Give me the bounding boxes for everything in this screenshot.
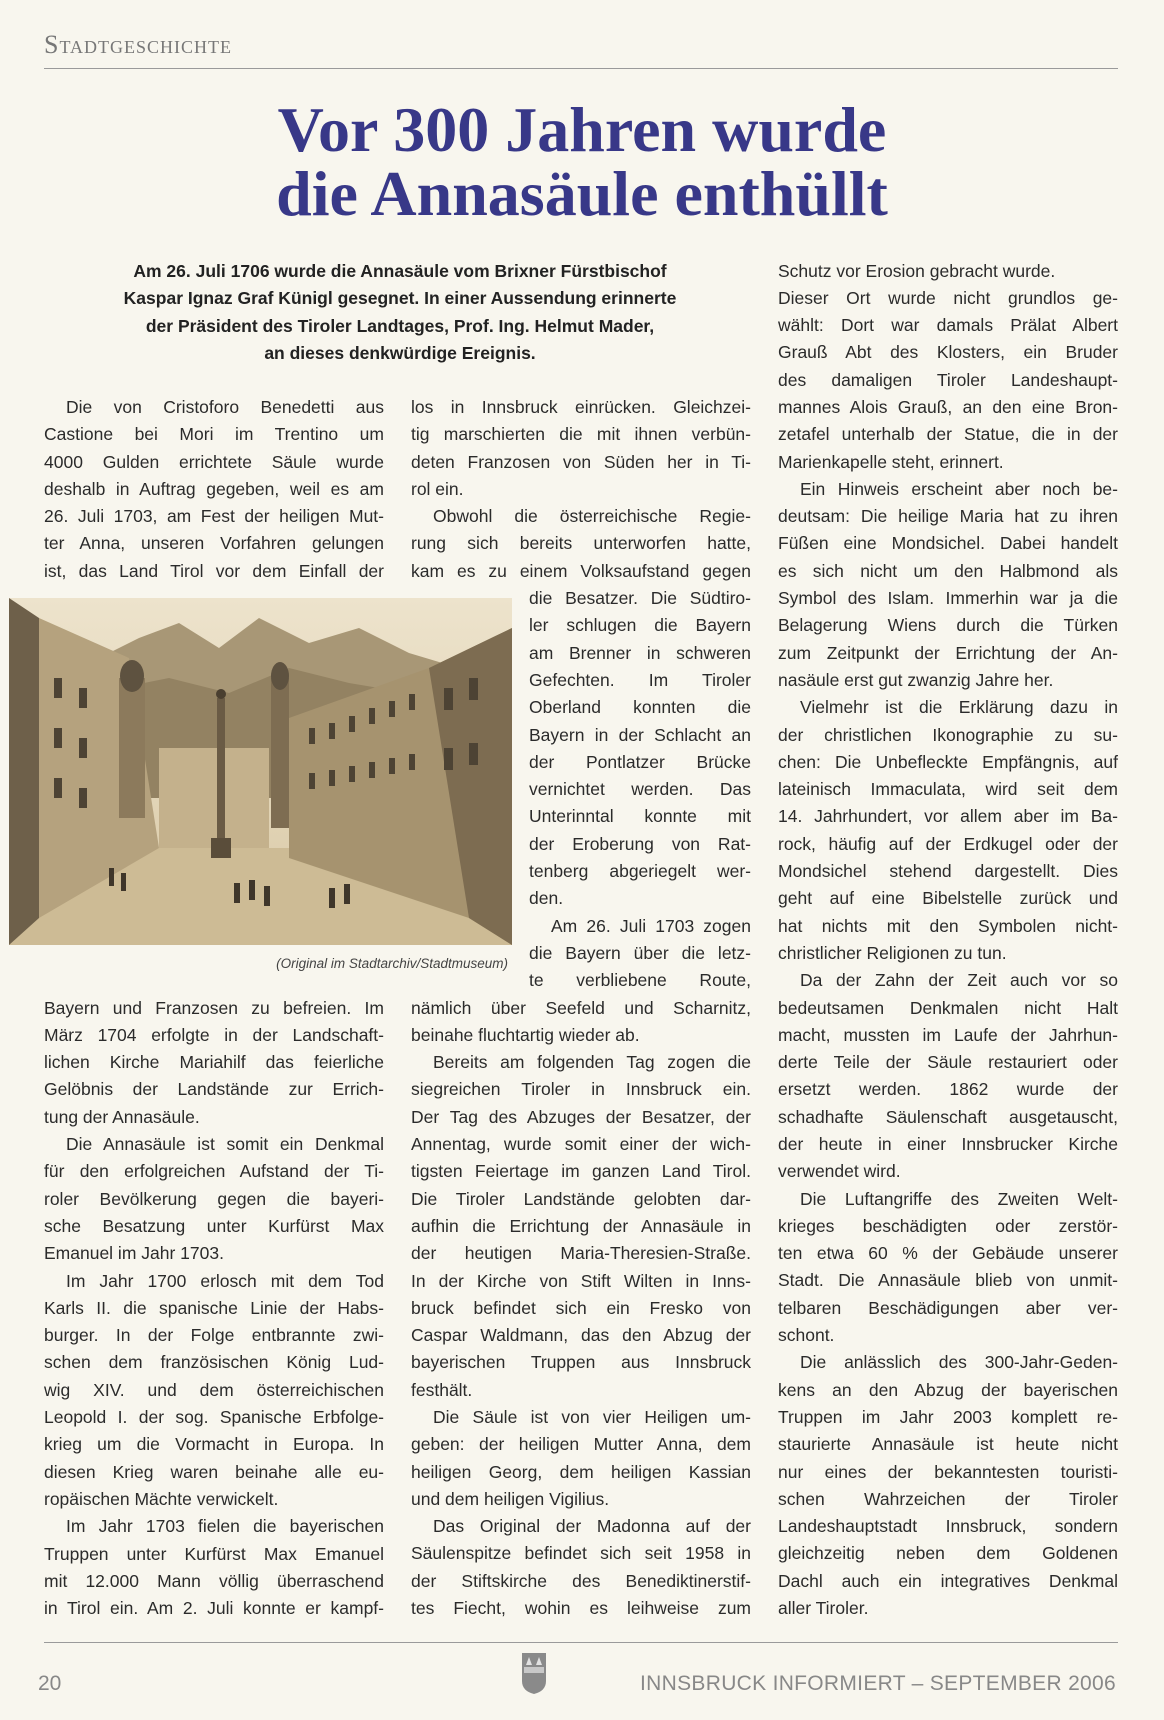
paragraph bbox=[44, 1513, 384, 1622]
text-line: tig marschierten die mit ihnen verbün- bbox=[411, 424, 751, 445]
text-line: Am 26. Juli 1703 zogen bbox=[551, 915, 751, 936]
text-line: Der Tag des Abzuges der Besatzer, der bbox=[411, 1106, 751, 1127]
text-line: der Stiftskirche des Benediktinerstif- bbox=[411, 1570, 751, 1591]
text-line: Schutz vor Erosion gebracht wurde. bbox=[778, 260, 1056, 281]
text-line: ropäischen Mächte verwickelt. bbox=[44, 1488, 279, 1509]
text-line: Bayern und Franzosen zu befreien. Im bbox=[44, 997, 384, 1018]
text-line: wählt: Dort war damals Prälat Albert bbox=[778, 315, 1118, 336]
text-line: ist, das Land Tirol vor dem Einfall der bbox=[44, 560, 384, 581]
text-line: der Eroberung von Rat- bbox=[529, 833, 751, 854]
innsbruck-coat-of-arms-icon bbox=[521, 1651, 547, 1695]
text-line: des damaligen Tiroler Landeshaupt- bbox=[778, 369, 1118, 390]
paragraph bbox=[778, 258, 1118, 285]
text-line: Emanuel im Jahr 1703. bbox=[44, 1243, 224, 1264]
text-line: hat nichts mit den Symbolen nicht- bbox=[778, 915, 1118, 936]
text-line: sche Besatzung unter Kurfürst Max bbox=[44, 1215, 384, 1236]
text-line: lateinisch Immaculata, wird seit dem bbox=[778, 779, 1118, 800]
text-line: und dem heiligen Vigilius. bbox=[411, 1488, 610, 1509]
text-line: 14. Jahrhundert, vor allem aber im Ba- bbox=[778, 806, 1118, 827]
text-line: Vielmehr ist die Erklärung dazu in bbox=[800, 697, 1118, 718]
text-line: Obwohl die österreichische Regie- bbox=[433, 506, 751, 527]
text-line: die Besatzer. Die Südtiro- bbox=[529, 588, 751, 609]
text-line: bedeutsamen Denkmalen nicht Halt bbox=[778, 997, 1118, 1018]
section-label: Stadtgeschichte bbox=[44, 30, 233, 59]
text-line: Die Tiroler Landstände gelobten dar- bbox=[411, 1188, 751, 1209]
text-line: in Tirol ein. Am 2. Juli konnte er kampf- bbox=[44, 1598, 384, 1619]
text-line: Caspar Waldmann, das den Abzug der bbox=[411, 1325, 751, 1346]
text-line: Die anlässlich des 300-Jahr-Geden- bbox=[800, 1352, 1118, 1373]
text-line: Im Jahr 1700 erlosch mit dem Tod bbox=[66, 1270, 384, 1291]
text-line: März 1704 erfolgte in der Landschaft- bbox=[44, 1024, 384, 1045]
article-lede bbox=[50, 258, 750, 367]
title-line-1: Vor 300 Jahren wurde bbox=[277, 94, 887, 165]
text-line: der heutigen Maria-Theresien-Straße. bbox=[411, 1243, 751, 1264]
text-line: tenberg abgeriegelt wer- bbox=[529, 861, 751, 882]
text-line: los in Innsbruck einrücken. Gleichzei- bbox=[411, 397, 751, 417]
text-line: ler schlugen die Bayern bbox=[529, 615, 751, 636]
column-1-bottom bbox=[44, 995, 384, 1623]
text-line: Gefechten. Im Tiroler bbox=[529, 669, 751, 690]
text-line: 4000 Gulden errichtete Säule wurde bbox=[44, 451, 384, 472]
text-line: Bayern in der Schlacht an bbox=[529, 724, 751, 745]
text-line: bayerischen Truppen aus Innsbruck bbox=[411, 1352, 751, 1373]
paragraph bbox=[778, 967, 1118, 1185]
text-line: heiligen Georg, dem heiligen Kassian bbox=[411, 1461, 751, 1482]
lede-line: an dieses denkwürdige Ereignis. bbox=[264, 342, 536, 363]
text-line: der heute in einer Innsbrucker Kirche bbox=[778, 1134, 1118, 1154]
article-title bbox=[0, 94, 1164, 229]
text-line: deutsam: Die heilige Maria hat zu ihren bbox=[778, 506, 1118, 527]
text-line: tes Fiecht, wohin es leihweise zum bbox=[411, 1598, 751, 1619]
text-line: Belagerung Wiens durch die Türken bbox=[778, 615, 1118, 636]
text-line: Gelöbnis der Landstände zur Errich- bbox=[44, 1079, 384, 1100]
text-line: deshalb in Auftrag gegeben, weil es am bbox=[44, 478, 384, 499]
footer-rule bbox=[44, 1642, 1118, 1643]
paragraph bbox=[411, 1513, 751, 1622]
text-line: rung sich bereits unterworfen hatte, bbox=[411, 533, 751, 554]
text-line: diesen Krieg waren beinahe alle eu- bbox=[44, 1461, 384, 1482]
text-line: kens an den Abzug der bayerischen bbox=[778, 1379, 1118, 1400]
text-line: Die von Cristoforo Benedetti aus bbox=[66, 397, 384, 417]
text-line: staurierte Annasäule ist heute nicht bbox=[778, 1434, 1118, 1455]
text-line: schadhafte Säulenschaft ausgetauscht, bbox=[778, 1106, 1118, 1127]
text-line: burger. In der Folge entbrannte zwi- bbox=[44, 1325, 384, 1346]
text-line: Dieser Ort wurde nicht grundlos ge- bbox=[778, 287, 1118, 308]
text-line: tigsten Feiertage im ganzen Land Tirol. bbox=[411, 1161, 751, 1182]
text-line: der Pontlatzer Brücke bbox=[529, 751, 751, 772]
text-line: Die Säule ist von vier Heiligen um- bbox=[433, 1406, 751, 1427]
paragraph bbox=[411, 394, 751, 503]
header-rule bbox=[44, 68, 1118, 69]
text-line: ersetzt werden. 1862 wurde der bbox=[778, 1079, 1118, 1100]
text-line: rol ein. bbox=[411, 478, 464, 499]
text-line: Oberland konnten die bbox=[529, 697, 751, 718]
text-line: Truppen unter Kurfürst Max Emanuel bbox=[44, 1543, 384, 1564]
paragraph bbox=[44, 995, 384, 1131]
text-line: zetafel unterhalb der Statue, die in der bbox=[778, 424, 1118, 445]
text-line: tung der Annasäule. bbox=[44, 1106, 200, 1127]
paragraph bbox=[44, 394, 384, 585]
text-line: am Brenner in schweren bbox=[529, 642, 751, 663]
text-line: aufhin die Errichtung der Annasäule in bbox=[411, 1215, 751, 1236]
text-line: krieges beschädigten oder zerstör- bbox=[778, 1215, 1118, 1236]
column-1-top bbox=[44, 394, 384, 585]
text-line: der christlichen Ikonographie zu su- bbox=[778, 724, 1118, 745]
text-line: Das Original der Madonna auf der bbox=[433, 1516, 751, 1537]
page-number: 20 bbox=[38, 1672, 62, 1695]
text-line: kam es zu einem Volksaufstand gegen bbox=[411, 560, 751, 581]
text-line: deten Franzosen von Süden her in Ti- bbox=[411, 451, 751, 472]
lede-line: Am 26. Juli 1706 wurde die Annasäule vom Brixner Fürstbischof bbox=[133, 261, 667, 281]
text-line: Leopold I. der sog. Spanische Erbfolge- bbox=[44, 1407, 384, 1428]
text-line: Die Annasäule ist somit ein Denkmal bbox=[66, 1134, 384, 1155]
lede-line: der Präsident des Tiroler Landtages, Prof. Ing. Helmut Mader, bbox=[145, 315, 655, 336]
text-line: Karls II. die spanische Linie der Habs- bbox=[44, 1297, 384, 1318]
text-line: roler Bevölkerung gegen die bayeri- bbox=[44, 1188, 384, 1209]
text-line: mannes Alois Grauß, an den eine Bron- bbox=[778, 396, 1118, 417]
text-line: geben: der heiligen Mutter Anna, dem bbox=[411, 1434, 751, 1455]
paragraph bbox=[44, 1131, 384, 1267]
text-line: derte Teile der Säule restauriert oder bbox=[778, 1052, 1118, 1073]
text-line: te verbliebene Route, bbox=[529, 970, 751, 991]
text-line: Symbol des Islam. Immerhin war ja die bbox=[778, 588, 1118, 609]
text-line: Die Luftangriffe des Zweiten Welt- bbox=[800, 1188, 1118, 1209]
text-line: geht auf eine Bibelstelle zurück und bbox=[778, 888, 1118, 909]
text-line: Landeshauptstadt Innsbruck, sondern bbox=[778, 1516, 1118, 1537]
text-line: den. bbox=[529, 888, 564, 909]
text-line: Stadt. Die Annasäule blieb von unmit- bbox=[778, 1270, 1118, 1291]
image-caption: (Original im Stadtarchiv/Stadtmuseum) bbox=[276, 956, 508, 971]
title-line-2: die Annasäule enthüllt bbox=[276, 158, 888, 229]
lede-line: Kaspar Ignaz Graf Künigl gesegnet. In einer Aussendung erinnerte bbox=[123, 288, 677, 309]
text-line: die Bayern über die letz- bbox=[529, 942, 751, 963]
text-line: Säulenspitze befindet sich seit 1958 in bbox=[411, 1543, 751, 1564]
paragraph bbox=[778, 476, 1118, 694]
text-line: telbaren Beschädigungen aber ver- bbox=[778, 1297, 1118, 1318]
text-line: Castione bei Mori im Trentino um bbox=[44, 424, 384, 445]
text-line: Füßen eine Mondsichel. Dabei handelt bbox=[778, 533, 1118, 554]
text-line: Ein Hinweis erscheint aber noch be- bbox=[800, 478, 1118, 499]
paragraph bbox=[778, 1349, 1118, 1622]
text-line: Dachl auch ein integratives Denkmal bbox=[778, 1570, 1118, 1591]
text-line: Mondsichel stehend dargestellt. Dies bbox=[778, 861, 1118, 882]
paragraph bbox=[411, 1404, 751, 1513]
paragraph bbox=[778, 694, 1118, 967]
text-line: nasäule erst gut zwanzig Jahre her. bbox=[778, 669, 1054, 690]
column-3 bbox=[778, 258, 1118, 1623]
text-line: Truppen im Jahr 2003 komplett re- bbox=[778, 1406, 1118, 1427]
text-line: lichen Kirche Mariahilf das feierliche bbox=[44, 1052, 384, 1073]
text-line: Grauß Abt des Klosters, ein Bruder bbox=[778, 342, 1118, 363]
text-line: nur eines der bekanntesten touristi- bbox=[778, 1461, 1118, 1482]
text-line: ter Anna, unseren Vorfahren gelungen bbox=[44, 533, 384, 554]
annasaeule-historic-illustration bbox=[9, 598, 512, 945]
text-line: krieg um die Vormacht in Europa. In bbox=[44, 1434, 384, 1455]
paragraph bbox=[411, 1049, 751, 1404]
text-line: festhält. bbox=[411, 1379, 473, 1400]
text-line: bruck befindet sich ein Fresko von bbox=[411, 1297, 751, 1318]
text-line: zum Zeitpunkt der Errichtung der An- bbox=[778, 642, 1118, 663]
text-line: macht, mussten im Laufe der Jahrhun- bbox=[778, 1024, 1118, 1045]
column-2 bbox=[411, 394, 751, 1622]
text-line: schen Wahrzeichen der Tiroler bbox=[778, 1488, 1118, 1509]
text-line: rock, häufig auf der Erdkugel oder der bbox=[778, 833, 1118, 854]
text-line: Unterinntal konnte mit bbox=[529, 806, 751, 827]
text-line: In der Kirche von Stift Wilten in Inns- bbox=[411, 1270, 751, 1291]
paragraph bbox=[44, 1268, 384, 1514]
text-line: ten etwa 60 % der Gebäude unserer bbox=[778, 1243, 1118, 1264]
text-line: christlicher Religionen zu tun. bbox=[778, 942, 1007, 963]
text-line: wig XIV. und dem österreichischen bbox=[44, 1379, 384, 1400]
text-line: Da der Zahn der Zeit auch vor so bbox=[800, 970, 1118, 991]
text-line: nämlich über Seefeld und Scharnitz, bbox=[411, 997, 751, 1018]
text-line: es sich nicht um den Halbmond als bbox=[778, 560, 1118, 581]
text-line: verwendet wird. bbox=[778, 1161, 901, 1182]
paragraph bbox=[778, 285, 1118, 476]
text-line: schont. bbox=[778, 1325, 835, 1346]
publication-name: INNSBRUCK INFORMIERT – SEPTEMBER 2006 bbox=[640, 1672, 1116, 1695]
text-line: Annentag, wurde somit einer der wich- bbox=[411, 1134, 751, 1155]
paragraph bbox=[778, 1186, 1118, 1350]
text-line: gleichzeitig neben dem Goldenen bbox=[778, 1543, 1118, 1564]
text-line: Im Jahr 1703 fielen die bayerischen bbox=[66, 1516, 384, 1537]
text-line: mit 12.000 Mann völlig überraschend bbox=[44, 1570, 384, 1591]
text-line: für den erfolgreichen Aufstand der Ti- bbox=[44, 1161, 384, 1182]
text-line: Bereits am folgenden Tag zogen die bbox=[433, 1052, 751, 1073]
text-line: siegreichen Tiroler in Innsbruck ein. bbox=[411, 1079, 751, 1100]
text-line: schen dem französischen König Lud- bbox=[44, 1352, 384, 1373]
text-line: aller Tiroler. bbox=[778, 1598, 869, 1619]
text-line: 26. Juli 1703, am Fest der heiligen Mut- bbox=[44, 506, 384, 527]
text-line: chen: Die Unbefleckte Empfängnis, auf bbox=[778, 751, 1118, 772]
text-line: Marienkapelle steht, erinnert. bbox=[778, 451, 1004, 472]
text-line: beinahe fluchtartig wieder ab. bbox=[411, 1024, 640, 1045]
text-line: vernichtet werden. Das bbox=[529, 779, 751, 800]
